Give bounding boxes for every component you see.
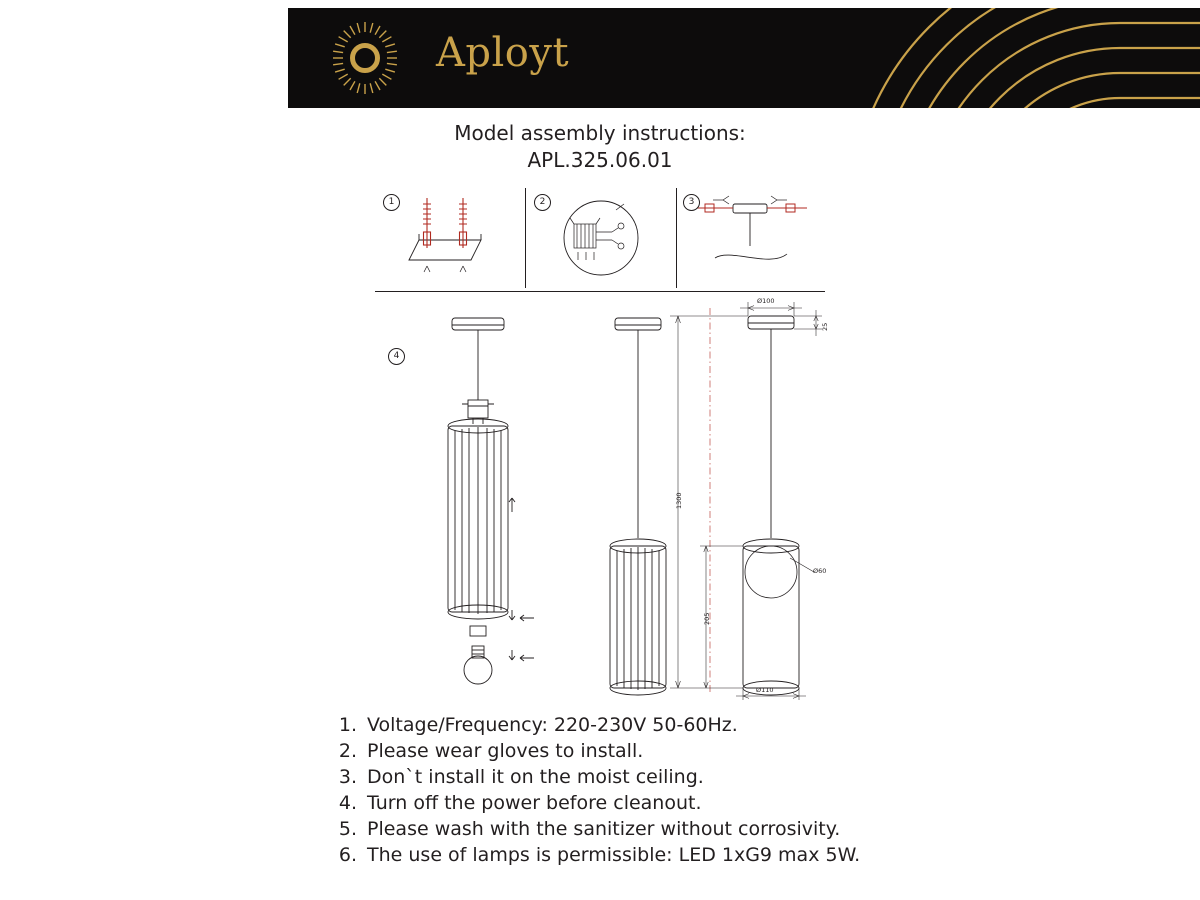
note-text: Please wear gloves to install. (367, 740, 644, 762)
dim-bulb-diameter: Ø60 (813, 567, 827, 575)
steps-divider (375, 291, 825, 292)
title-line-1: Model assembly instructions: (454, 121, 746, 145)
step-1-number: 1 (383, 194, 400, 211)
gold-fan-rays-icon (820, 8, 1200, 108)
assembly-drawing-svg (370, 300, 840, 700)
dim-shade-diameter: Ø110 (756, 686, 774, 694)
dim-total-height: 1300 (675, 492, 683, 509)
brand-name: Aployt (436, 30, 570, 76)
note-text: The use of lamps is permissible: LED 1xG9 max 5W. (367, 844, 861, 866)
step-2-number: 2 (534, 194, 551, 211)
pendant-lamp-assembly-icon (370, 297, 840, 700)
note-number: 6. (338, 844, 357, 866)
step-3-cell (675, 188, 825, 288)
step-2-cell (525, 188, 677, 288)
page-title (0, 120, 1200, 174)
note-number: 2. (338, 740, 357, 762)
dim-shade-height: 205 (703, 612, 711, 625)
dim-canopy-height: 25 (821, 322, 829, 331)
note-number: 1. (338, 714, 357, 736)
step-3-number: 3 (683, 194, 700, 211)
note-item (325, 712, 1025, 738)
note-number: 4. (338, 792, 357, 814)
note-item (325, 738, 1025, 764)
note-number: 3. (338, 766, 357, 788)
note-item (325, 764, 1025, 790)
note-item (325, 842, 1025, 868)
note-number: 5. (338, 818, 357, 840)
note-text: Turn off the power before cleanout. (367, 792, 702, 814)
note-text: Please wash with the sanitizer without corrosivity. (367, 818, 841, 840)
note-text: Voltage/Frequency: 220-230V 50-60Hz. (367, 714, 738, 736)
sunburst-logo-icon (328, 21, 402, 95)
dim-canopy-diameter: Ø100 (757, 297, 775, 305)
note-text: Don`t install it on the moist ceiling. (367, 766, 704, 788)
title-line-2: APL.325.06.01 (527, 148, 673, 172)
note-item (325, 816, 1025, 842)
instruction-notes-list (325, 712, 1025, 868)
assembly-steps-strip (375, 188, 825, 288)
header-banner (288, 8, 1200, 108)
step-1-cell (375, 188, 525, 288)
note-item (325, 790, 1025, 816)
step-4-number: 4 (388, 348, 405, 365)
